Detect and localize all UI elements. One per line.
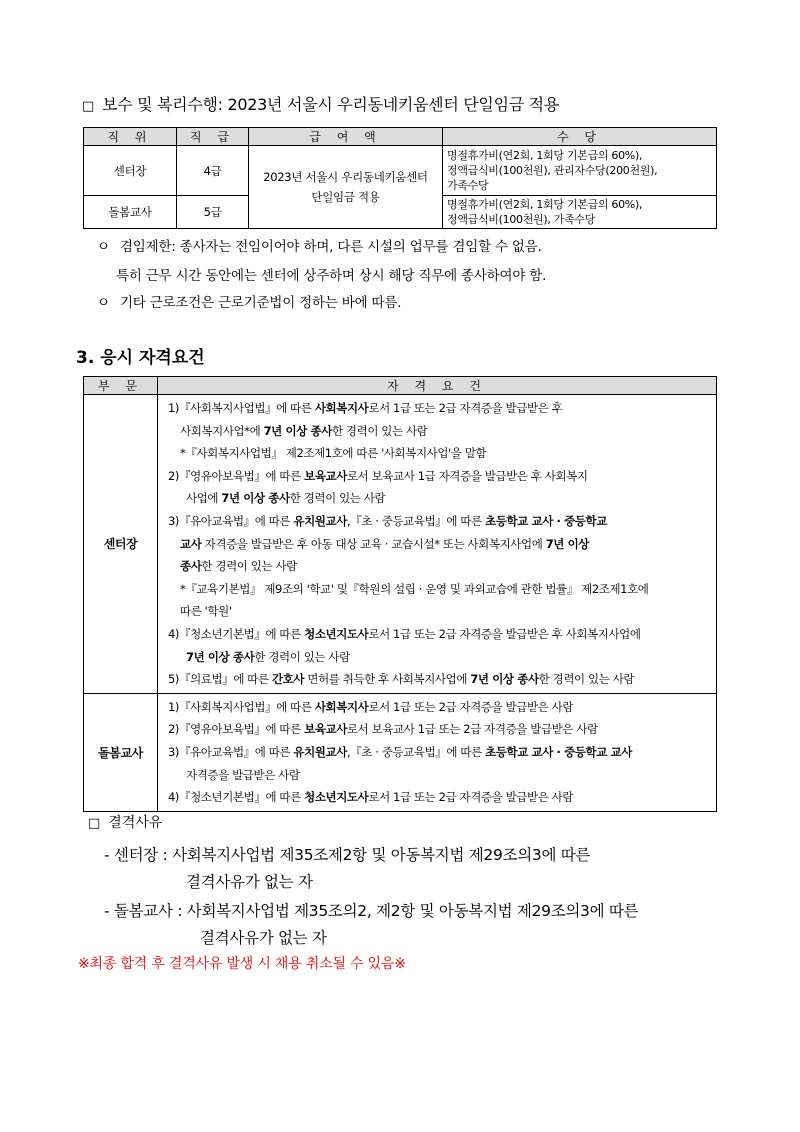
requirement-line: 3)『유아교육법』에 따른 유치원교사,『초 · 중등교육법』에 따른 초등학교 교사 · 중등학교 (168, 513, 607, 528)
disqualification-care-teacher-continued: 결격사유가 없는 자 (200, 929, 327, 947)
table-row (84, 146, 717, 196)
table-row (84, 395, 717, 694)
bullet-icon: ㅇ (97, 239, 110, 255)
qualification-section-title: 3. 응시 자격요건 (76, 348, 205, 368)
center-head-requirements (158, 395, 717, 694)
requirement-line: 1)『사회복지사업법』에 따른 사회복지사로서 1급 또는 2급 자격증을 발급받은 사람 (168, 699, 574, 714)
checkbox-square-icon: □ (82, 99, 94, 114)
dual-job-note-continued: 특히 근무 시간 동안에는 센터에 상주하며 상시 해당 직무에 종사하여야 함. (116, 268, 547, 284)
requirement-line: 1)『사회복지사업법』에 따른 사회복지사로서 1급 또는 2급 자격증을 발급받은 후 (168, 401, 563, 415)
grade-cell: 4급 (177, 146, 249, 196)
header-allowance: 수 당 (443, 128, 717, 146)
grade-cell: 5급 (177, 196, 249, 229)
requirement-line: 사회복지사업*에 7년 이상 종사한 경력이 있는 사람 (180, 423, 428, 438)
pay-table (83, 127, 717, 229)
header-position: 직 위 (84, 128, 177, 146)
cancellation-warning: ※최종 합격 후 결격사유 발생 시 채용 취소될 수 있음※ (78, 956, 406, 972)
allowance-cell: 명절휴가비(연2회, 1회당 기본급의 60%), 정액급식비(100천원), 가족수당 (443, 196, 717, 229)
requirement-line: 2)『영유아보육법』에 따른 보육교사로서 보육교사 1급 자격증을 발급받은 후 사회복지 (168, 468, 588, 483)
position-cell: 돌봄교사 (84, 196, 177, 229)
position-cell: 센터장 (84, 146, 177, 196)
requirement-line: 7년 이상 종사한 경력이 있는 사람 (186, 649, 350, 664)
table-header-row (84, 377, 717, 395)
requirement-line: 4)『청소년기본법』에 따른 청소년지도사로서 1급 또는 2급 자격증을 발급받은 후 사회복지사업에 (168, 626, 641, 641)
requirement-line: 교사 자격증을 발급받은 후 아동 대상 교육 · 교습시설* 또는 사회복지사업에 7년 이상 (180, 536, 590, 551)
care-teacher-requirements (158, 693, 717, 811)
header-division: 부 문 (84, 377, 158, 395)
requirement-line: 4)『청소년기본법』에 따른 청소년지도사로서 1급 또는 2급 자격증을 발급받은 사람 (168, 790, 574, 805)
checkbox-square-icon: □ (88, 816, 101, 831)
qualification-table (83, 376, 717, 812)
requirement-line: 사업에 7년 이상 종사한 경력이 있는 사람 (186, 491, 386, 506)
requirement-line: 자격증을 발급받은 사람 (186, 767, 300, 782)
disqualification-center-head: - 센터장 : 사회복지사업법 제35조제2항 및 아동복지법 제29조의3에 따른 (104, 846, 591, 864)
disqualification-title: □ 결격사유 (88, 815, 163, 831)
bullet-icon: ㅇ (97, 295, 110, 311)
table-header-row (84, 128, 717, 146)
salary-cell: 2023년 서울시 우리동네키움센터 단일임금 적용 (249, 146, 443, 229)
header-requirements: 자 격 요 건 (158, 377, 717, 395)
dual-job-note: ㅇ 겸임제한: 종사자는 전임이어야 하며, 다른 시설의 업무를 겸임할 수 없음. (97, 239, 542, 255)
requirement-line: 3)『유아교육법』에 따른 유치원교사,『초 · 중등교육법』에 따른 초등학교 교사 · 중등학교 교사 (168, 744, 632, 759)
header-salary: 급 여 액 (249, 128, 443, 146)
disqualification-center-head-continued: 결격사유가 없는 자 (186, 873, 313, 891)
role-center-head: 센터장 (84, 395, 158, 694)
requirement-line: 5)『의료법』에 따른 간호사 면허를 취득한 후 사회복지사업에 7년 이상 종사한 경력이 있는 사람 (168, 672, 635, 687)
role-care-teacher: 돌봄교사 (84, 693, 158, 811)
requirement-line: 2)『영유아보육법』에 따른 보육교사로서 보육교사 1급 또는 2급 자격증을 발급받은 사람 (168, 722, 598, 737)
requirement-line: *『교육기본법』 제9조의 '학교' 및『학원의 설립 · 운영 및 과외교습에 관한 법률』 제2조제1호에 (180, 581, 649, 596)
allowance-cell: 명절휴가비(연2회, 1회당 기본급의 60%), 정액급식비(100천원), 관리자수당(200천원), 가족수당 (443, 146, 717, 196)
table-row (84, 693, 717, 811)
requirement-line: 종사한 경력이 있는 사람 (180, 559, 297, 574)
header-grade: 직 급 (177, 128, 249, 146)
requirement-line: 따른 '학원' (180, 604, 232, 619)
pay-section-title: □ 보수 및 복리수행: 2023년 서울시 우리동네키움센터 단일임금 적용 (82, 95, 559, 114)
requirement-line: *『사회복지사업법』 제2조제1호에 따른 '사회복지사업'을 말함 (180, 446, 487, 461)
other-conditions-note: ㅇ 기타 근로조건은 근로기준법이 정하는 바에 따름. (97, 295, 402, 311)
disqualification-care-teacher: - 돌봄교사 : 사회복지사업법 제35조의2, 제2항 및 아동복지법 제29조의3에 따른 (104, 902, 639, 920)
